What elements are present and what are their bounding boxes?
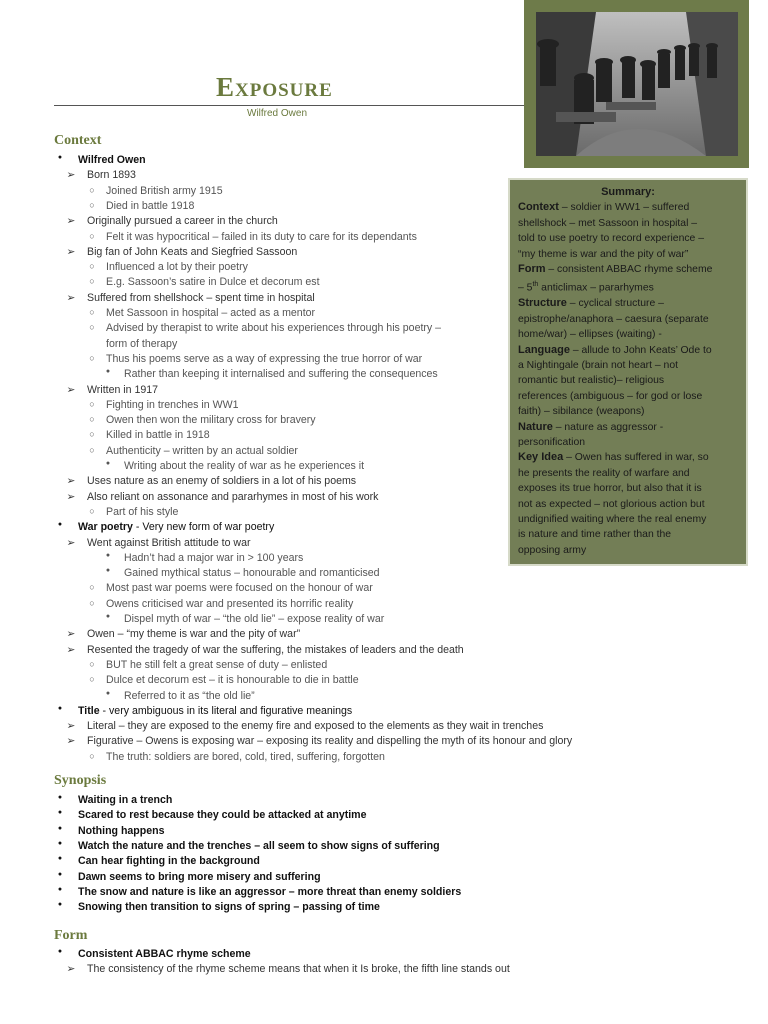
list-item: ● Can hear fighting in the background: [78, 855, 260, 867]
list-item: ○ Most past war poems were focused on the honour of war: [106, 582, 373, 594]
list-item: ○ Died in battle 1918: [106, 200, 194, 212]
arrow-bullet-icon: ➢: [66, 291, 76, 304]
circle-bullet-icon: ○: [89, 230, 95, 241]
list-item: ● Waiting in a trench: [78, 794, 172, 806]
summary-line: faith) – sibilance (weapons): [518, 406, 645, 418]
summary-line: “my theme is war and the pity of war”: [518, 248, 689, 260]
list-item: ● Nothing happens: [78, 825, 165, 837]
summary-line: epistrophe/anaphora – caesura (separate: [518, 313, 709, 325]
dot-bullet-icon: ●: [105, 567, 111, 575]
arrow-bullet-icon: ➢: [66, 963, 76, 976]
summary-line: opposing army: [518, 544, 587, 556]
circle-bullet-icon: ○: [89, 199, 95, 210]
summary-line: is nature and time rather than the: [518, 529, 672, 541]
circle-bullet-icon: ○: [89, 582, 95, 593]
dot-bullet-icon: ●: [57, 794, 63, 801]
synopsis-heading: Synopsis: [54, 773, 107, 788]
list-item: ● Gained mythical status – honourable and romanticised: [124, 567, 380, 579]
dot-bullet-icon: ●: [105, 368, 111, 376]
list-item: ○ Influenced a lot by their poetry: [106, 261, 248, 273]
list-item: ➢ Literal – they are exposed to the enemy fire and exposed to the elements as they wait in trenches: [87, 720, 543, 732]
dot-bullet-icon: ●: [105, 613, 111, 620]
dot-bullet-icon: ●: [57, 855, 63, 863]
circle-bullet-icon: ○: [89, 750, 95, 761]
list-item: ● Snowing then transition to signs of spring – passing of time: [78, 901, 380, 913]
circle-bullet-icon: ○: [89, 352, 95, 363]
arrow-bullet-icon: ➢: [66, 475, 76, 488]
dot-bullet-icon: ●: [57, 824, 63, 832]
summary-line: – 5th anticlimax – pararhymes: [518, 281, 654, 294]
circle-bullet-icon: ○: [89, 444, 95, 455]
circle-bullet-icon: ○: [89, 276, 95, 287]
dot-bullet-icon: ●: [57, 870, 63, 878]
list-item: ● The snow and nature is like an aggressor – more threat than enemy soldiers: [78, 886, 461, 898]
list-item: ○ Part of his style: [106, 506, 178, 518]
circle-bullet-icon: ○: [89, 261, 95, 272]
arrow-bullet-icon: ➢: [66, 720, 76, 733]
summary-line: not as expected – not glorious action but: [518, 498, 705, 510]
list-item: ● Rather than keeping it internalised and suffering the consequences: [124, 368, 438, 380]
circle-bullet-icon: ○: [89, 307, 95, 317]
list-item: ○ The truth: soldiers are bored, cold, tired, suffering, forgotten: [106, 751, 385, 763]
circle-bullet-icon: ○: [89, 414, 95, 425]
list-item: ➢ Resented the tragedy of war the suffering, the mistakes of leaders and the death: [87, 644, 464, 656]
summary-line: home/war) – ellipses (waiting) -: [518, 329, 662, 341]
summary-line: references (ambiguous – for god or lose: [518, 390, 703, 402]
dot-bullet-icon: ●: [57, 521, 63, 529]
summary-line: Structure – cyclical structure –: [518, 297, 664, 310]
summary-line: Form – consistent ABBAC rhyme scheme: [518, 263, 713, 276]
document-title: Exposure: [216, 72, 333, 102]
summary-line: he presents the reality of warfare and: [518, 467, 690, 479]
author-subtitle: Wilfred Owen: [247, 108, 308, 119]
list-item: ● Writing about the reality of war as he experiences it: [124, 460, 364, 472]
summary-text: [518, 200, 738, 558]
summary-line: Language – allude to John Keats’ Ode to: [518, 343, 712, 356]
dot-bullet-icon: ●: [105, 551, 111, 559]
summary-line: exposes its true horror, but also that it is: [518, 483, 702, 495]
dot-bullet-icon: ●: [57, 901, 63, 909]
summary-line: Key Idea – Owen has suffered in war, so: [518, 451, 709, 464]
list-item: ● Hadn’t had a major war in > 100 years: [124, 552, 303, 564]
list-item: ➢ Went against British attitude to war: [87, 537, 251, 549]
arrow-bullet-icon: ➢: [66, 490, 76, 503]
list-item: ● War poetry - Very new form of war poetry: [78, 521, 274, 533]
list-item: ○ Advised by therapist to write about his experiences through his poetry –: [106, 322, 441, 334]
list-item: ● Dispel myth of war – “the old lie” – expose reality of war: [124, 613, 384, 625]
dot-bullet-icon: ●: [57, 154, 63, 161]
context-heading: Context: [54, 133, 102, 148]
arrow-bullet-icon: ➢: [66, 383, 76, 396]
summary-line: Nature – nature as aggressor -: [518, 420, 664, 433]
arrow-bullet-icon: ➢: [66, 245, 76, 258]
circle-bullet-icon: ○: [89, 184, 95, 195]
list-item: ➢ Born 1893: [87, 169, 136, 181]
circle-bullet-icon: ○: [89, 658, 95, 669]
summary-line: Context – soldier in WW1 – suffered: [518, 201, 690, 214]
dot-bullet-icon: ●: [105, 460, 111, 467]
list-item: ● Consistent ABBAC rhyme scheme: [78, 948, 251, 960]
dot-bullet-icon: ●: [57, 885, 63, 893]
list-item: ○ Joined British army 1915: [106, 185, 223, 197]
circle-bullet-icon: ○: [89, 398, 95, 409]
circle-bullet-icon: ○: [89, 674, 95, 685]
list-item: ○ Killed in battle in 1918: [106, 429, 210, 441]
dot-bullet-icon: ●: [57, 809, 63, 817]
list-item: ○ Felt it was hypocritical – failed in its duty to care for its dependants: [106, 231, 417, 243]
form-heading: Form: [54, 928, 88, 943]
list-item: ➢ Figurative – Owens is exposing war – exposing its reality and dispelling the myth of its honour and glory: [87, 735, 572, 747]
title-rule: [54, 105, 524, 106]
list-item: ○ BUT he still felt a great sense of duty – enlisted: [106, 659, 327, 671]
soldiers-trench-photo-icon: [536, 12, 738, 156]
list-item: ➢ Big fan of John Keats and Siegfried Sassoon: [87, 246, 297, 258]
list-item: ○ Authenticity – written by an actual soldier: [106, 445, 298, 457]
dot-bullet-icon: ●: [57, 839, 63, 847]
summary-box: [508, 178, 748, 566]
summary-line: a Nightingale (brain not heart – not: [518, 359, 679, 371]
summary-line: personification: [518, 436, 586, 448]
list-item: ➢ Owen – “my theme is war and the pity of war”: [87, 628, 300, 640]
circle-bullet-icon: ○: [89, 597, 95, 608]
summary-line: shellshock – met Sassoon in hospital –: [518, 217, 698, 229]
list-item: ➢ Originally pursued a career in the church: [87, 215, 278, 227]
list-item: ➢ Also reliant on assonance and pararhymes in most of his work: [87, 491, 378, 503]
arrow-bullet-icon: ➢: [66, 215, 76, 228]
dot-bullet-icon: ●: [57, 704, 63, 712]
list-item: ● Scared to rest because they could be attacked at anytime: [78, 809, 367, 821]
arrow-bullet-icon: ➢: [66, 735, 76, 748]
dot-bullet-icon: ●: [105, 689, 111, 697]
list-item: ● Title - very ambiguous in its literal and figurative meanings: [78, 705, 352, 717]
arrow-bullet-icon: ➢: [66, 643, 76, 656]
list-item: ● Watch the nature and the trenches – all seem to show signs of suffering: [78, 840, 440, 852]
list-item: ○ Thus his poems serve as a way of expressing the true horror of war: [106, 353, 422, 365]
trench-photo: [524, 0, 749, 168]
summary-line: told to use poetry to record experience –: [518, 233, 704, 245]
circle-bullet-icon: ○: [89, 429, 95, 440]
list-item: ➢ Written in 1917: [87, 384, 158, 396]
dot-bullet-icon: ●: [57, 948, 63, 955]
list-item: ○ Dulce et decorum est – it is honourable to die in battle: [106, 674, 359, 686]
list-item: ➢ Suffered from shellshock – spent time in hospital: [87, 292, 315, 304]
list-item: ● Wilfred Owen: [78, 154, 146, 166]
arrow-bullet-icon: ➢: [66, 536, 76, 549]
list-item: ○ Fighting in trenches in WW1: [106, 399, 238, 411]
list-item: ○ Owen then won the military cross for bravery: [106, 414, 316, 426]
list-item: ● Referred to it as “the old lie”: [124, 690, 255, 702]
arrow-bullet-icon: ➢: [66, 628, 76, 641]
list-item: form of therapy: [106, 337, 178, 350]
list-item: ● Dawn seems to bring more misery and suffering: [78, 871, 321, 883]
summary-line: romantic but realistic)– religious: [518, 375, 665, 387]
summary-heading: Summary:: [601, 186, 655, 198]
list-item: ○ Met Sassoon in hospital – acted as a mentor: [106, 307, 315, 319]
list-item: ➢ The consistency of the rhyme scheme means that when it Is broke, the fifth line stands out: [87, 963, 510, 975]
list-item: ○ Owens criticised war and presented its horrific reality: [106, 598, 353, 610]
circle-bullet-icon: ○: [89, 322, 95, 333]
list-item: ○ E.g. Sassoon’s satire in Dulce et decorum est: [106, 276, 320, 288]
summary-line: undignified waiting where the real enemy: [518, 514, 707, 525]
circle-bullet-icon: ○: [89, 505, 95, 516]
arrow-bullet-icon: ➢: [66, 169, 76, 182]
list-item: ➢ Uses nature as an enemy of soldiers in a lot of his poems: [87, 475, 356, 487]
